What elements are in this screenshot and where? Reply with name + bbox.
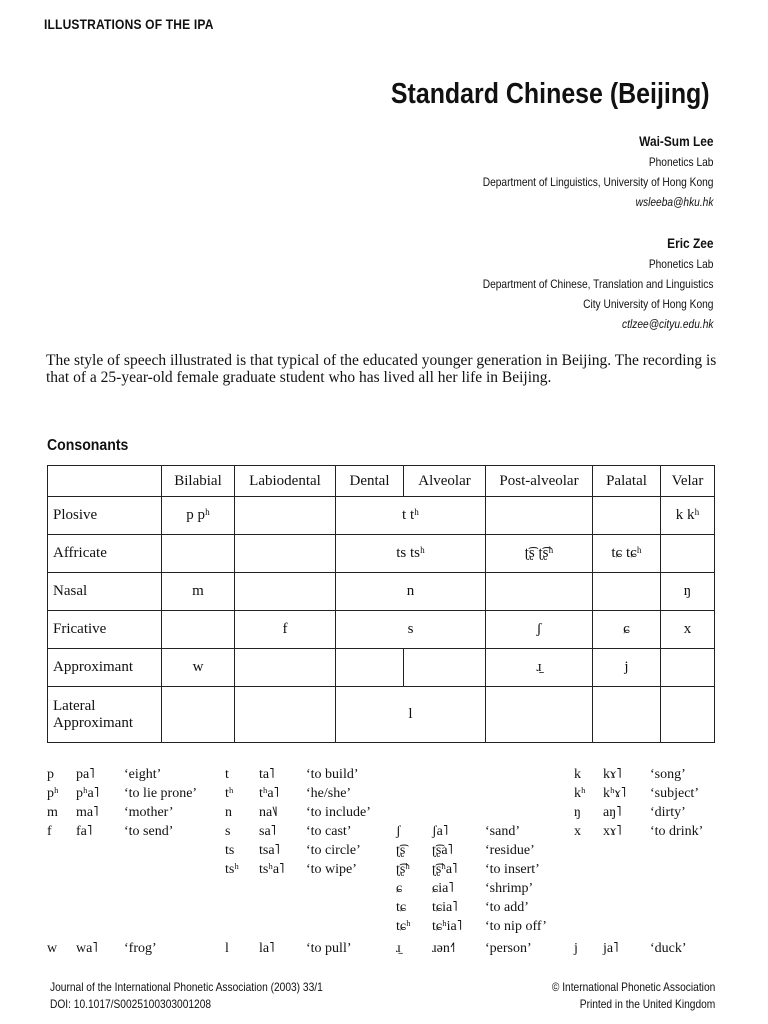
table-cell (162, 611, 235, 649)
example-transcription: ja˥ (603, 941, 619, 956)
corner-cell (48, 466, 162, 497)
example-transcription: ɕia˥ (432, 881, 454, 896)
table-row (48, 497, 715, 535)
author-affiliation: City University of Hong Kong (582, 297, 713, 311)
table-cell (235, 649, 336, 687)
example-symbol: m (47, 805, 58, 820)
example-gloss: ‘to include’ (306, 805, 371, 820)
author-name: Wai-Sum Lee (638, 133, 713, 149)
example-transcription: ʈ͡ʂa˥ (432, 843, 453, 858)
abstract (46, 352, 736, 386)
table-cell (661, 649, 715, 687)
author-email: ctlzee@cityu.edu.hk (621, 317, 713, 331)
table-cell (593, 687, 661, 743)
example-transcription: ʈ͡ʂʰa˥ (432, 862, 458, 877)
example-transcription: pa˥ (76, 767, 95, 782)
table-cell: f (235, 611, 336, 649)
running-head: ILLUSTRATIONS OF THE IPA (44, 16, 214, 32)
example-symbol: ts (225, 843, 235, 858)
example-symbol: j (574, 941, 578, 956)
table-cell (486, 497, 593, 535)
example-gloss: ‘mother’ (124, 805, 174, 820)
example-symbol: t (225, 767, 229, 782)
table-cell (661, 687, 715, 743)
column-header-post-alveolar: Post-alveolar (486, 466, 593, 497)
table-cell (486, 687, 593, 743)
example-gloss: ‘person’ (485, 941, 532, 956)
table-cell (235, 497, 336, 535)
example-gloss: ‘frog’ (124, 941, 157, 956)
row-header-fricative: Fricative (48, 611, 162, 649)
table-cell: x (661, 611, 715, 649)
example-transcription: pʰa˥ (76, 786, 100, 801)
example-transcription: kɤ˥ (603, 767, 622, 782)
table-cell: n (336, 573, 486, 611)
section-heading-consonants: Consonants (47, 437, 129, 454)
example-transcription: tɕʰia˥ (432, 919, 463, 934)
table-cell (162, 687, 235, 743)
example-gloss: ‘residue’ (485, 843, 535, 858)
journal-citation: Journal of the International Phonetic Association (2003) 33/1 (50, 980, 323, 994)
example-gloss: ‘shrimp’ (485, 881, 534, 896)
example-gloss: ‘to nip off’ (485, 919, 547, 934)
example-gloss: ‘to add’ (485, 900, 529, 915)
table-cell: t tʰ (336, 497, 486, 535)
table-cell (162, 535, 235, 573)
column-header-palatal: Palatal (593, 466, 661, 497)
example-gloss: ‘duck’ (650, 941, 687, 956)
table-cell: m (162, 573, 235, 611)
copyright-notice: © International Phonetic Association (551, 980, 715, 994)
author-affiliation: Department of Chinese, Translation and Linguistics (482, 277, 713, 291)
abstract-text: The style of speech illustrated is that typical of the educated younger generation in Beijing. The recording is that of a 25-year-old female graduate student who has lived all her life in Beijing. (46, 352, 717, 386)
row-header-approximant: Approximant (48, 649, 162, 687)
example-symbol: ɕ (396, 881, 403, 896)
table-row (48, 611, 715, 649)
example-transcription: kʰɤ˥ (603, 786, 627, 801)
column-header-alveolar: Alveolar (404, 466, 486, 497)
example-gloss: ‘subject’ (650, 786, 699, 801)
example-transcription: tʰa˥ (259, 786, 279, 801)
footer-copyright (552, 979, 715, 1013)
column-header-labiodental: Labiodental (235, 466, 336, 497)
example-symbol: kʰ (574, 786, 586, 801)
example-gloss: ‘to cast’ (306, 824, 352, 839)
example-symbol: s (225, 824, 231, 839)
example-symbol: x (574, 824, 581, 839)
example-gloss: ‘dirty’ (650, 805, 686, 820)
example-transcription: ɹən˧˥ (432, 941, 456, 956)
example-transcription: la˥ (259, 941, 275, 956)
example-symbol: ʈ͡ʂʰ (396, 862, 410, 877)
example-gloss: ‘eight’ (124, 767, 162, 782)
doi: DOI: 10.1017/S0025100303001208 (50, 997, 212, 1011)
author-block-1 (482, 130, 713, 212)
table-row (48, 649, 715, 687)
row-header-nasal: Nasal (48, 573, 162, 611)
example-symbol: tsʰ (225, 862, 239, 877)
table-cell: ʃ (486, 611, 593, 649)
example-transcription: tɕia˥ (432, 900, 458, 915)
example-transcription: ʃa˥ (432, 824, 449, 839)
row-header-affricate: Affricate (48, 535, 162, 573)
example-transcription: ta˥ (259, 767, 275, 782)
example-transcription: na˥˩ (259, 805, 278, 820)
author-block-2 (482, 232, 713, 334)
table-cell: ʈ͡ʂ ʈ͡ʂʰ (486, 535, 593, 573)
example-symbol: pʰ (47, 786, 59, 801)
table-cell: ts tsʰ (336, 535, 486, 573)
example-gloss: ‘he/she’ (306, 786, 352, 801)
author-affiliation: Phonetics Lab (648, 257, 713, 271)
example-transcription: sa˥ (259, 824, 277, 839)
example-gloss: ‘to insert’ (485, 862, 540, 877)
example-symbol: n (225, 805, 232, 820)
example-gloss: ‘to pull’ (306, 941, 352, 956)
table-cell (404, 649, 486, 687)
example-symbol: tɕʰ (396, 919, 411, 934)
example-gloss: ‘to build’ (306, 767, 359, 782)
example-gloss: ‘to send’ (124, 824, 174, 839)
example-transcription: ma˥ (76, 805, 99, 820)
example-symbol: ɹ̠ (396, 941, 401, 956)
example-transcription: xɤ˥ (603, 824, 622, 839)
example-symbol: tɕ (396, 900, 407, 915)
example-symbol: f (47, 824, 52, 839)
row-header-lateral-approximant: Lateral Approximant (48, 687, 162, 743)
footer-journal-info (50, 979, 323, 1013)
table-cell (593, 497, 661, 535)
example-transcription: fa˥ (76, 824, 93, 839)
table-row (48, 573, 715, 611)
example-gloss: ‘to lie prone’ (124, 786, 198, 801)
table-cell (336, 649, 404, 687)
row-header-plosive: Plosive (48, 497, 162, 535)
column-header-dental: Dental (336, 466, 404, 497)
table-cell (486, 573, 593, 611)
example-transcription: wa˥ (76, 941, 98, 956)
article-title: Standard Chinese (Beijing) (391, 78, 710, 110)
table-cell: ɕ (593, 611, 661, 649)
example-gloss: ‘to drink’ (650, 824, 704, 839)
table-cell: tɕ tɕʰ (593, 535, 661, 573)
consonant-chart-header-row (48, 466, 715, 497)
table-cell (235, 535, 336, 573)
table-cell (593, 573, 661, 611)
printed-notice: Printed in the United Kingdom (579, 997, 715, 1011)
table-cell: j (593, 649, 661, 687)
example-gloss: ‘to wipe’ (306, 862, 357, 877)
example-symbol: w (47, 941, 58, 956)
example-symbol: tʰ (225, 786, 234, 801)
example-symbol: ʈ͡ʂ (396, 843, 406, 858)
example-symbol: ʃ (396, 824, 401, 839)
table-row (48, 687, 715, 743)
table-cell (235, 573, 336, 611)
consonant-chart (47, 465, 715, 743)
table-cell: ɹ̠ (486, 649, 593, 687)
table-cell: w (162, 649, 235, 687)
column-header-bilabial: Bilabial (162, 466, 235, 497)
table-cell (235, 687, 336, 743)
author-affiliation: Phonetics Lab (648, 155, 713, 169)
table-cell: s (336, 611, 486, 649)
table-cell: ŋ (661, 573, 715, 611)
table-row (48, 535, 715, 573)
example-symbol: p (47, 767, 54, 782)
example-gloss: ‘sand’ (485, 824, 520, 839)
example-symbol: k (574, 767, 581, 782)
example-transcription: tsʰa˥ (259, 862, 285, 877)
example-gloss: ‘to circle’ (306, 843, 361, 858)
author-name: Eric Zee (666, 235, 713, 251)
example-gloss: ‘song’ (650, 767, 686, 782)
example-symbol: l (225, 941, 229, 956)
author-email: wsleeba@hku.hk (635, 195, 713, 209)
table-cell: l (336, 687, 486, 743)
table-cell: p pʰ (162, 497, 235, 535)
table-cell: k kʰ (661, 497, 715, 535)
example-transcription: aŋ˥ (603, 805, 622, 820)
example-transcription: tsa˥ (259, 843, 280, 858)
table-cell (661, 535, 715, 573)
author-affiliation: Department of Linguistics, University of Hong Kong (482, 175, 713, 189)
example-symbol: ŋ (574, 805, 581, 820)
column-header-velar: Velar (661, 466, 715, 497)
